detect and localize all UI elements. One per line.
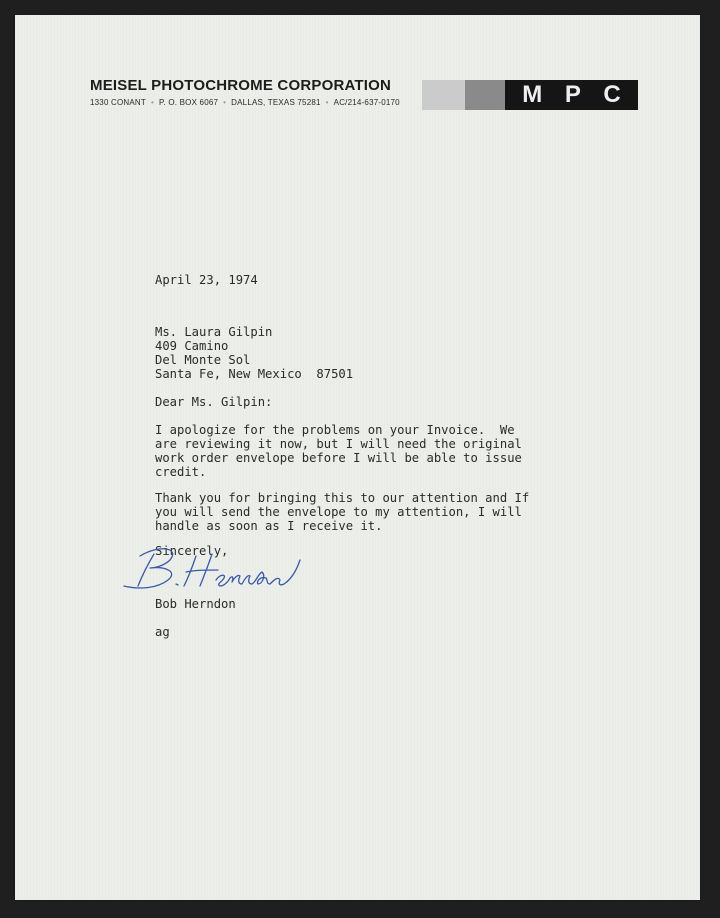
address-separator: •	[223, 98, 227, 107]
paragraph-line: credit.	[155, 465, 207, 479]
address-separator: •	[151, 98, 155, 107]
address-phone: AC/214-637-0170	[333, 98, 400, 107]
letter-date: April 23, 1974	[155, 273, 258, 287]
paragraph-line: Thank you for bringing this to our attention and If	[155, 491, 530, 505]
recipient-line: Santa Fe, New Mexico 87501	[155, 367, 354, 381]
handwritten-signature	[120, 540, 310, 598]
logo-letter-p: P	[564, 81, 581, 108]
company-name: MEISEL PHOTOCHROME CORPORATION	[90, 77, 392, 94]
paragraph-line: handle as soon as I receive it.	[155, 519, 383, 533]
logo-letter-c: C	[603, 81, 621, 108]
recipient-line: Ms. Laura Gilpin	[155, 325, 273, 339]
address-city: DALLAS, TEXAS 75281	[231, 98, 321, 107]
logo-bar-light	[422, 80, 465, 110]
address-separator: •	[325, 98, 329, 107]
logo-bar-mid	[465, 80, 505, 110]
recipient-line: 409 Camino	[155, 339, 229, 353]
paragraph-line: you will send the envelope to my attention, I will	[155, 505, 522, 519]
address-po-box: P. O. BOX 6067	[159, 98, 219, 107]
salutation: Dear Ms. Gilpin:	[155, 395, 273, 409]
logo-letter-m: M	[522, 81, 543, 108]
mpc-logo	[505, 80, 638, 110]
address-street: 1330 CONANT	[90, 98, 146, 107]
closing: Sincerely,	[155, 544, 229, 558]
recipient-line: Del Monte Sol	[155, 353, 251, 367]
signer-name: Bob Herndon	[155, 597, 236, 611]
paragraph-line: I apologize for the problems on your Invoice. We	[155, 423, 515, 437]
typist-initials: ag	[155, 625, 170, 639]
company-address	[90, 98, 400, 107]
letterhead	[90, 77, 638, 111]
paragraph-line: work order envelope before I will be able to issue	[155, 451, 522, 465]
paragraph-line: are reviewing it now, but I will need the original	[155, 437, 522, 451]
